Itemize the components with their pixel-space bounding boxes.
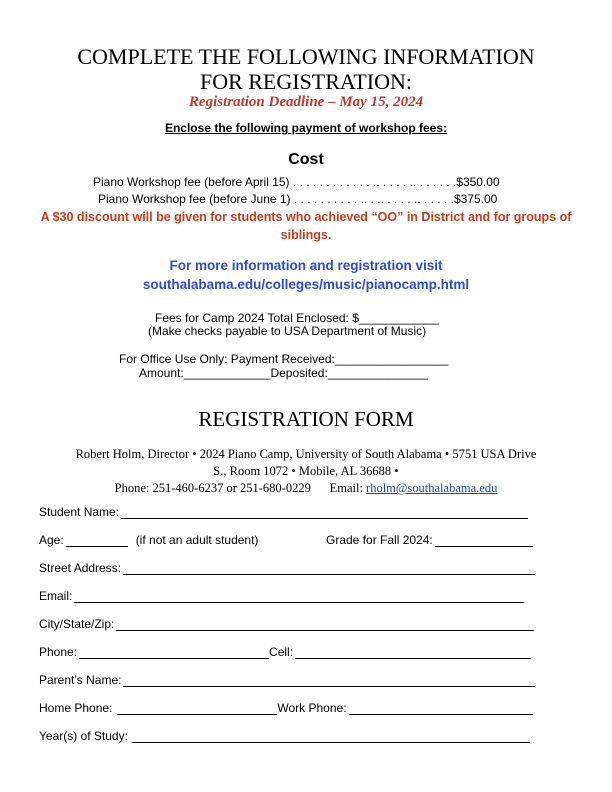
email-input[interactable] <box>74 589 524 603</box>
city-state-zip-input[interactable] <box>116 617 534 631</box>
fee-label: Piano Workshop fee (before April 15) <box>93 175 290 189</box>
fee-dots: . . . . . . . . . . .. . .. . . . . .. . . . . . <box>290 192 454 206</box>
street-address-field <box>39 559 535 575</box>
home-phone-label: Home Phone: <box>39 701 113 715</box>
fee-label: Piano Workshop fee (before June 1) <box>98 192 291 206</box>
info-line: For more information and registration visit <box>169 258 443 273</box>
fee-dots: . . . . . . . . . . . . .. . . . . .. . . . . . . <box>289 175 457 189</box>
grade-label: Grade for Fall 2024: <box>326 533 433 547</box>
contact-line-1: Robert Holm, Director • 2024 Piano Camp, University of South Alabama • 5751 USA Drive <box>75 447 537 461</box>
grade-input[interactable] <box>435 533 533 547</box>
contact-email-label: Email: <box>329 481 363 495</box>
street-address-input[interactable] <box>123 561 535 575</box>
heading-line-1: COMPLETE THE FOLLOWING INFORMATION <box>77 44 535 69</box>
info-url[interactable]: southalabama.edu/colleges/music/pianocamp.html <box>142 277 470 292</box>
contact-block <box>36 446 576 497</box>
fees-enclosed-line: Fees for Camp 2024 Total Enclosed: $____________ <box>155 311 439 325</box>
contact-phone: Phone: 251-460-6237 or 251-680-0229 <box>114 481 311 495</box>
home-phone-field <box>39 699 533 715</box>
registration-form-title: REGISTRATION FORM <box>198 407 414 431</box>
fee-amount: $375.00 <box>453 192 498 206</box>
age-note: (if not an adult student) <box>135 533 259 547</box>
cell-input[interactable] <box>295 645 531 659</box>
parent-name-field <box>39 671 535 687</box>
parent-name-input[interactable] <box>123 673 535 687</box>
enclose-payment-heading: Enclose the following payment of workshop fees: <box>164 121 448 135</box>
work-phone-input[interactable] <box>349 701 533 715</box>
city-state-zip-field <box>39 615 534 631</box>
grade-field <box>326 531 533 547</box>
cell-label: Cell: <box>269 645 294 659</box>
heading-line-2: FOR REGISTRATION: <box>199 69 413 94</box>
registration-deadline: Registration Deadline – May 15, 2024 <box>188 94 424 110</box>
contact-line-2: S., Room 1072 • Mobile, AL 36688 • <box>213 464 399 478</box>
age-label: Age: <box>39 533 64 547</box>
office-use-line-1: For Office Use Only: Payment Received:_________________ <box>119 352 449 366</box>
contact-line-3 <box>36 480 576 497</box>
years-of-study-field <box>39 727 530 743</box>
student-name-label: Student Name: <box>39 505 120 519</box>
phone-label: Phone: <box>39 645 78 659</box>
home-phone-input[interactable] <box>117 701 277 715</box>
years-of-study-input[interactable] <box>132 729 530 743</box>
age-field <box>39 531 258 547</box>
student-name-input[interactable] <box>121 505 528 519</box>
parent-name-label: Parent’s Name: <box>39 673 122 687</box>
email-label: Email: <box>39 589 73 603</box>
phone-field <box>39 643 531 659</box>
cost-title: Cost <box>288 151 324 168</box>
fee-row-june <box>98 192 497 206</box>
age-input[interactable] <box>66 533 128 547</box>
student-name-field <box>39 503 528 519</box>
street-address-label: Street Address: <box>39 561 122 575</box>
contact-email-link[interactable]: rholm@southalabama.edu <box>366 481 498 495</box>
office-use-line-2: Amount:_____________Deposited:_______________ <box>139 366 428 380</box>
city-state-zip-label: City/State/Zip: <box>39 617 115 631</box>
discount-note: A $30 discount will be given for students who achieved “OO” in District and for groups of siblings. <box>40 210 572 242</box>
years-of-study-label: Year(s) of Study: <box>39 729 128 743</box>
email-field <box>39 587 524 603</box>
checks-payable-note: (Make checks payable to USA Department of Music) <box>148 324 427 338</box>
fee-row-april <box>93 175 500 189</box>
phone-input[interactable] <box>79 645 269 659</box>
fee-amount: $350.00 <box>456 175 500 189</box>
work-phone-label: Work Phone: <box>277 701 347 715</box>
